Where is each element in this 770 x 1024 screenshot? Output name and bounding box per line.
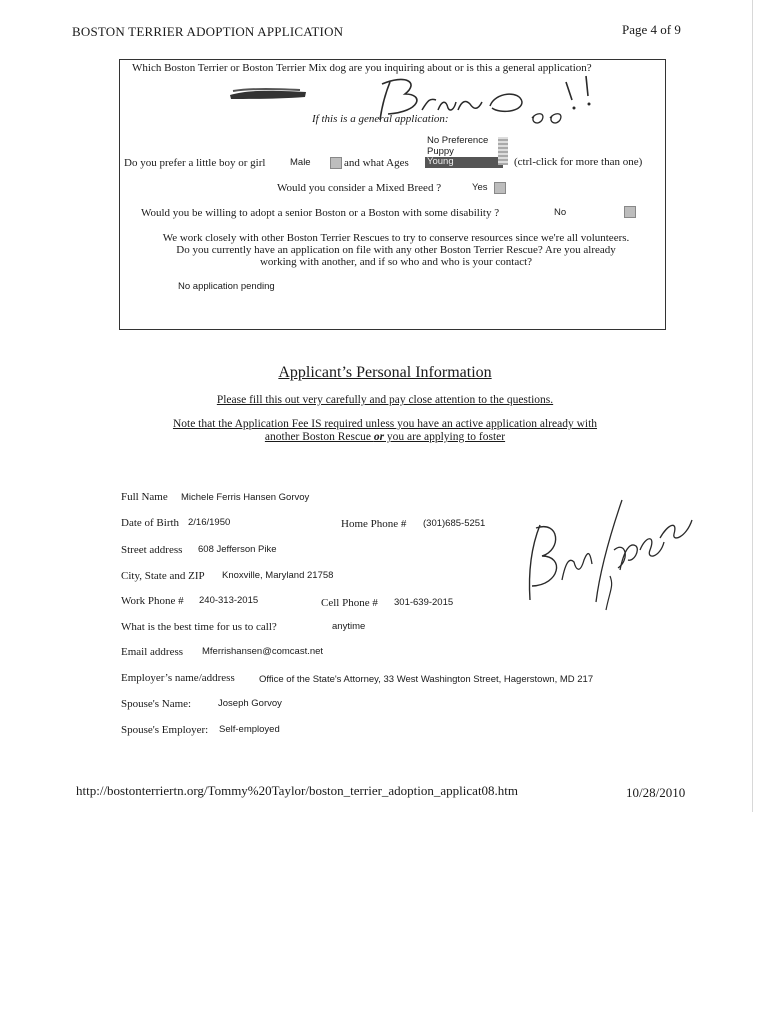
senior-select[interactable]: No	[554, 207, 567, 218]
fee-note-line-2	[0, 431, 770, 444]
spouse-name-field[interactable]: Joseph Gorvoy	[218, 698, 282, 709]
spouse-employer-label: Spouse's Employer:	[121, 724, 209, 736]
ctrl-click-hint: (ctrl-click for more than one)	[514, 156, 643, 168]
home-phone-label: Home Phone #	[341, 518, 407, 530]
fee-note-text-a: another Boston Rescue	[264, 431, 374, 443]
ages-label: and what Ages	[344, 157, 409, 169]
footer-date: 10/28/2010	[626, 785, 686, 800]
age-option-puppy[interactable]: Puppy	[427, 145, 454, 157]
footer-url: http://bostonterriertn.org/Tommy%20Taylor/boston_terrier_adoption_applicat08.htm	[76, 783, 519, 798]
gender-select[interactable]: Male	[290, 157, 311, 168]
inquiry-question: Which Boston Terrier or Boston Terrier Mix dog are you inquiring about or is this a general application?	[132, 62, 592, 74]
gender-question: Do you prefer a little boy or girl	[124, 157, 266, 169]
other-rescues-line-3: working with another, and if so who and who is your contact?	[259, 256, 533, 268]
spouse-employer-field[interactable]: Self-employed	[219, 724, 280, 735]
application-fee-note	[0, 418, 770, 444]
street-label: Street address	[121, 544, 183, 556]
employer-label: Employer’s name/address	[121, 672, 235, 684]
age-option-young[interactable]: Young	[425, 157, 503, 168]
redaction-mark	[228, 86, 308, 102]
email-label: Email address	[121, 646, 184, 658]
employer-field[interactable]: Office of the State's Attorney, 33 West Washington Street, Hagerstown, MD 217	[259, 674, 594, 685]
senior-question: Would you be willing to adopt a senior Boston or a Boston with some disability ?	[141, 207, 500, 219]
work-phone-label: Work Phone #	[121, 595, 184, 607]
age-listbox-scrollbar[interactable]	[498, 137, 508, 165]
fee-note-text-b: you are applying to foster	[384, 431, 506, 443]
page-number: Page 4 of 9	[622, 22, 681, 37]
other-rescues-question	[126, 232, 666, 268]
form-title: BOSTON TERRIER ADOPTION APPLICATION	[72, 24, 344, 39]
cell-phone-label: Cell Phone #	[321, 597, 378, 609]
personal-info-title: Applicant’s Personal Information	[278, 364, 492, 381]
senior-dropdown-icon[interactable]	[624, 206, 636, 218]
email-field[interactable]: Mferrishansen@comcast.net	[202, 646, 324, 657]
work-phone-field[interactable]: 240-313-2015	[199, 595, 259, 606]
mixed-breed-select[interactable]: Yes	[472, 182, 488, 193]
personal-info-instruction: Please fill this out very carefully and pay close attention to the questions.	[216, 394, 554, 406]
full-name-label: Full Name	[121, 491, 168, 503]
other-rescues-line-1: We work closely with other Boston Terrier Rescues to try to conserve resources since we're all volunteers.	[162, 232, 630, 244]
fee-note-or: or	[373, 431, 385, 443]
mixed-breed-question: Would you consider a Mixed Breed ?	[277, 182, 442, 194]
handwritten-signature	[510, 490, 710, 620]
mixed-breed-dropdown-icon[interactable]	[494, 182, 506, 194]
city-state-zip-label: City, State and ZIP	[121, 570, 205, 582]
age-option-no-preference[interactable]: No Preference	[427, 135, 489, 146]
best-time-label: What is the best time for us to call?	[121, 621, 277, 633]
dob-label: Date of Birth	[121, 517, 180, 529]
other-rescues-line-2: Do you currently have an application on file with any other Boston Terrier Rescue? Are you already	[176, 244, 616, 256]
dob-field[interactable]: 2/16/1950	[188, 517, 231, 528]
gender-dropdown-icon[interactable]	[330, 157, 342, 169]
city-state-zip-field[interactable]: Knoxville, Maryland 21758	[222, 570, 334, 581]
general-application-note: If this is a general application:	[312, 113, 449, 125]
best-time-field[interactable]: anytime	[332, 621, 366, 632]
handwritten-dog-name	[350, 70, 610, 130]
full-name-field[interactable]: Michele Ferris Hansen Gorvoy	[181, 492, 310, 503]
cell-phone-field[interactable]: 301-639-2015	[394, 597, 454, 608]
spouse-name-label: Spouse's Name:	[121, 698, 192, 710]
street-field[interactable]: 608 Jefferson Pike	[198, 544, 277, 555]
other-rescues-answer[interactable]: No application pending	[178, 281, 275, 292]
home-phone-field[interactable]: (301)685-5251	[423, 518, 486, 529]
fee-note-line-1: Note that the Application Fee IS required unless you have an active application already with	[172, 418, 598, 430]
